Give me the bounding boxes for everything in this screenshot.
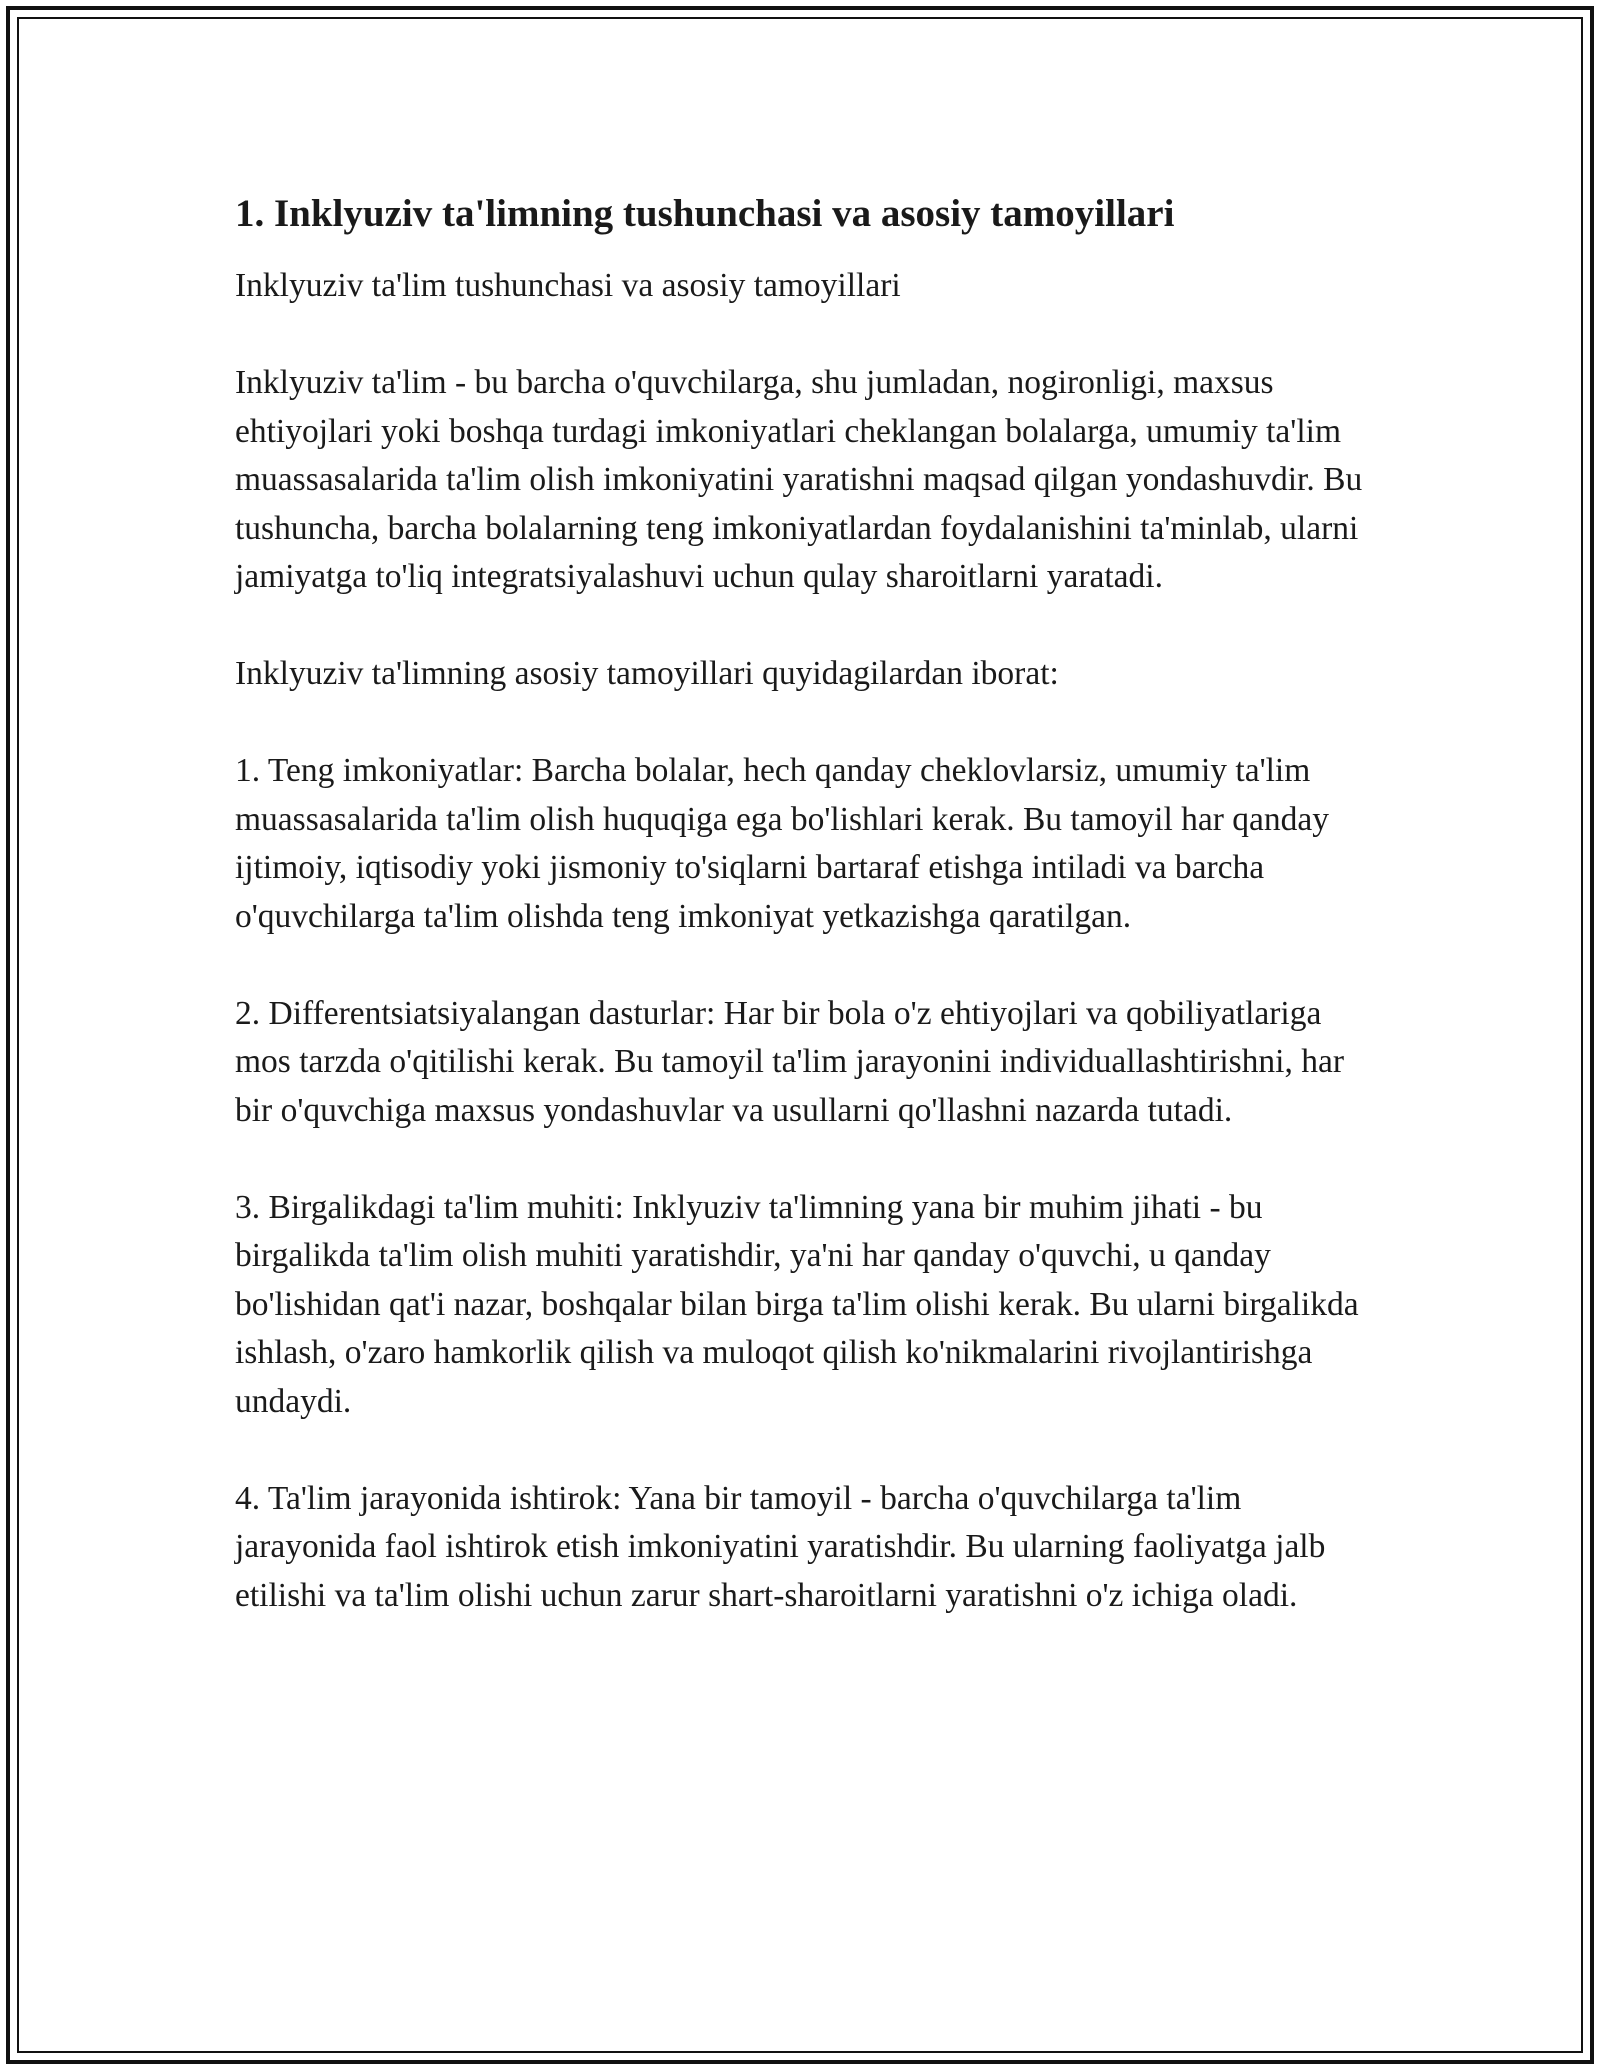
page-title: 1. Inklyuziv ta'limning tushunchasi va asosiy tamoyillari bbox=[235, 192, 1175, 235]
principle-3-paragraph: 3. Birgalikdagi ta'lim muhiti: Inklyuziv ta'limning yana bir muhim jihati - bu birgalikda ta'lim olish muhiti yaratishdir, ya'ni har qanday o'quvchi, u qanday bo'lishidan qat'i nazar, boshqalar bilan birga ta'lim olishi kerak. Bu ularni birgalikda ishlash, o'zaro hamkorlik qilish va muloqot qilish ko'nikmalarini rivojlantirishga undaydi. bbox=[235, 1188, 1359, 1420]
principle-4-paragraph: 4. Ta'lim jarayonida ishtirok: Yana bir tamoyil - barcha o'quvchilarga ta'lim jarayonida faol ishtirok etish imkoniyatini yaratishdir. Bu ularning faoliyatga jalb etilishi va ta'lim olishi uchun zarur shart-sharoitlarni yaratishni o'z ichiga oladi. bbox=[235, 1479, 1326, 1614]
intro-paragraph: Inklyuziv ta'lim - bu barcha o'quvchilarga, shu jumladan, nogironligi, maxsus ehtiyojlari yoki boshqa turdagi imkoniyatlari cheklangan bolalarga, umumiy ta'lim muassasalarida ta'lim olish imkoniyatini yaratishni maqsad qilgan yondashuvdir. Bu tushuncha, barcha bolalarning teng imkoniyatlardan foydalanishini ta'minlab, ularni jamiyatga to'liq integratsiyalashuvi uchun qulay sharoitlarni yaratadi. bbox=[235, 364, 1363, 595]
principles-intro: Inklyuziv ta'limning asosiy tamoyillari quyidagilardan iborat: bbox=[235, 655, 1059, 692]
page-subtitle: Inklyuziv ta'lim tushunchasi va asosiy tamoyillari bbox=[235, 267, 901, 304]
document-body bbox=[235, 186, 1380, 1620]
principle-2-paragraph: 2. Differentsiatsiyalangan dasturlar: Har bir bola o'z ehtiyojlari va qobiliyatlariga mos tarzda o'qitilishi kerak. Bu tamoyil ta'lim jarayonini individuallashtirishni, har bir o'quvchiga maxsus yondashuvlar va usullarni qo'llashni nazarda tutadi. bbox=[235, 994, 1345, 1129]
principle-1-paragraph: 1. Teng imkoniyatlar: Barcha bolalar, hech qanday cheklovlarsiz, umumiy ta'lim muassasalarida ta'lim olish huquqiga ega bo'lishlari kerak. Bu tamoyil har qanday ijtimoiy, iqtisodiy yoki jismoniy to'siqlarni bartaraf etishga intiladi va barcha o'quvchilarga ta'lim olishda teng imkoniyat yetkazishga qaratilgan. bbox=[235, 752, 1330, 935]
